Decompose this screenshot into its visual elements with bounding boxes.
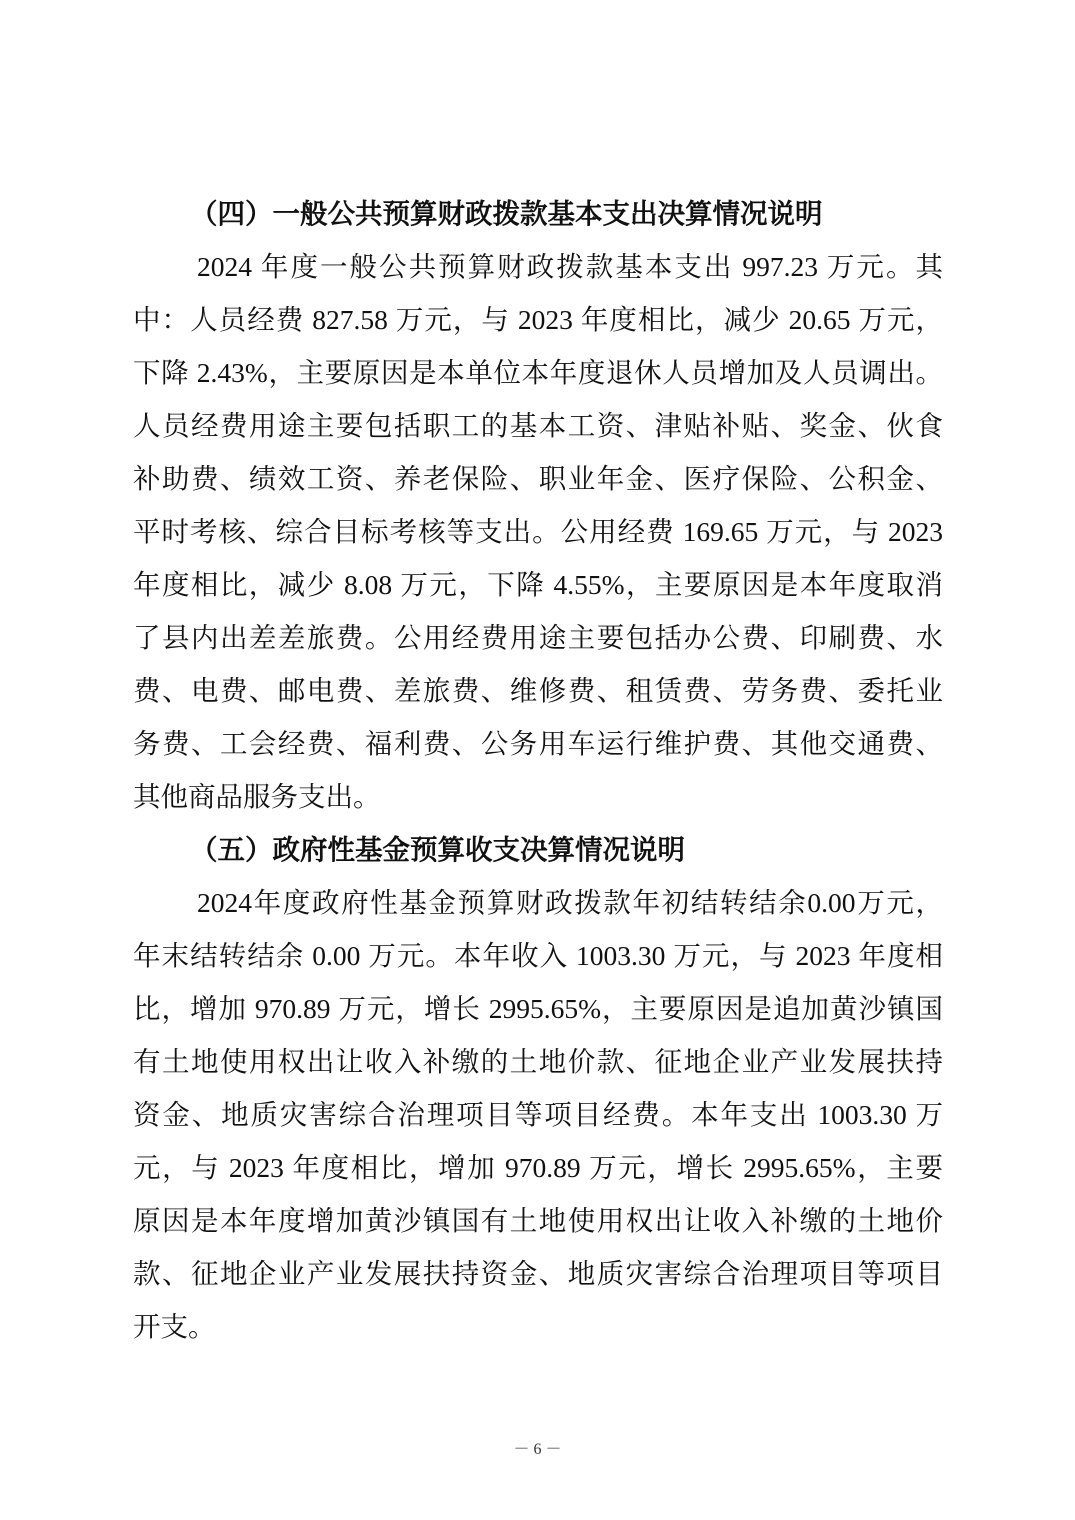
paragraph-line: 年末结转结余 0.00 万元。本年收入 1003.30 万元，与 2023 年度相: [133, 940, 943, 971]
paragraph-line: 2024年度政府性基金预算财政拨款年初结转结余0.00万元，: [197, 887, 943, 918]
paragraph-line: 元，与 2023 年度相比，增加 970.89 万元，增长 2995.65%，主要: [133, 1152, 943, 1183]
paragraph-line: 资金、地质灾害综合治理项目等项目经费。本年支出 1003.30 万: [133, 1099, 943, 1130]
paragraph-line: 了县内出差差旅费。公用经费用途主要包括办公费、印刷费、水: [133, 622, 943, 653]
section-heading: （四）一般公共预算财政拨款基本支出决算情况说明: [190, 198, 823, 229]
paragraph-line: 比，增加 970.89 万元，增长 2995.65%，主要原因是追加黄沙镇国: [133, 993, 943, 1024]
paragraph-line: 补助费、绩效工资、养老保险、职业年金、医疗保险、公积金、: [133, 463, 943, 494]
paragraph-line: 中：人员经费 827.58 万元，与 2023 年度相比，减少 20.65 万元，: [133, 304, 943, 335]
section-heading: （五）政府性基金预算收支决算情况说明: [190, 834, 685, 865]
paragraph-line: 人员经费用途主要包括职工的基本工资、津贴补贴、奖金、伙食: [133, 410, 943, 441]
paragraph-line: 其他商品服务支出。: [133, 781, 381, 812]
section-5: [133, 823, 943, 1353]
paragraph-line: 务费、工会经费、福利费、公务用车运行维护费、其他交通费、: [133, 728, 943, 759]
paragraph-line: 款、征地企业产业发展扶持资金、地质灾害综合治理项目等项目: [133, 1258, 943, 1289]
section-4: [133, 187, 943, 823]
page-number: － 6 －: [513, 1441, 562, 1458]
paragraph-line: 费、电费、邮电费、差旅费、维修费、租赁费、劳务费、委托业: [133, 675, 943, 706]
paragraph-line: 2024 年度一般公共预算财政拨款基本支出 997.23 万元。其: [197, 251, 943, 282]
paragraph-line: 平时考核、综合目标考核等支出。公用经费 169.65 万元，与 2023: [133, 516, 943, 547]
paragraph-line: 有土地使用权出让收入补缴的土地价款、征地企业产业发展扶持: [133, 1046, 943, 1077]
paragraph-line: 下降 2.43%，主要原因是本单位本年度退休人员增加及人员调出。: [133, 357, 943, 388]
paragraph-line: 开支。: [133, 1311, 216, 1342]
paragraph-line: 年度相比，减少 8.08 万元，下降 4.55%，主要原因是本年度取消: [133, 569, 943, 600]
paragraph-line: 原因是本年度增加黄沙镇国有土地使用权出让收入补缴的土地价: [133, 1205, 943, 1236]
